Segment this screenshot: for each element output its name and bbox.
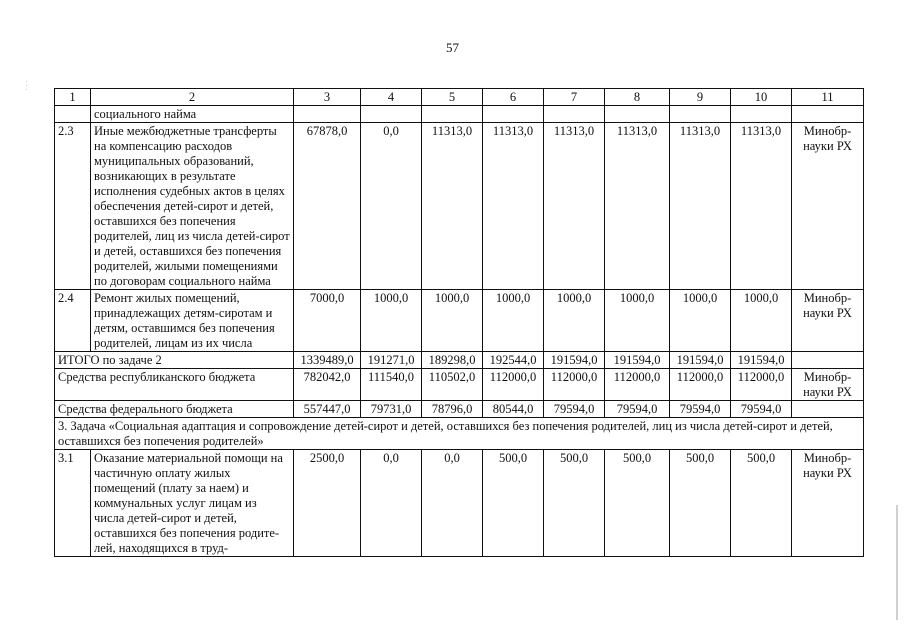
responsible-cell bbox=[792, 401, 864, 418]
value-cell: 191594,0 bbox=[605, 352, 670, 369]
header-cell: 11 bbox=[792, 89, 864, 106]
value-cell: 111540,0 bbox=[361, 369, 422, 401]
total-label: Средства республиканского бюджета bbox=[55, 369, 294, 401]
table-row bbox=[55, 450, 864, 557]
responsible-cell: Минобр-науки РХ bbox=[792, 369, 864, 401]
row-description: Иные межбюджетные трансферты на компенсацию расходов муниципальных образований, возникающих в результате исполнения судебных актов в целях обеспечения детей-сирот и детей, оставшихся без попечения родителей, лиц из числа детей-сирот и детей, оставшихся без попечения родителей, жилыми помещениями по договорам социального найма bbox=[91, 123, 294, 290]
value-cell bbox=[483, 106, 544, 123]
value-cell: 1000,0 bbox=[670, 290, 731, 352]
value-cell: 191594,0 bbox=[670, 352, 731, 369]
value-cell: 79594,0 bbox=[544, 401, 605, 418]
value-cell: 1000,0 bbox=[605, 290, 670, 352]
header-cell: 4 bbox=[361, 89, 422, 106]
responsible-cell bbox=[792, 106, 864, 123]
value-cell: 7000,0 bbox=[294, 290, 361, 352]
value-cell: 500,0 bbox=[731, 450, 792, 557]
value-cell bbox=[294, 106, 361, 123]
value-cell: 500,0 bbox=[670, 450, 731, 557]
responsible-cell bbox=[792, 352, 864, 369]
budget-table bbox=[54, 88, 864, 557]
page-number: 57 bbox=[446, 40, 459, 55]
value-cell: 557447,0 bbox=[294, 401, 361, 418]
header-cell: 2 bbox=[91, 89, 294, 106]
responsible-cell: Минобр-науки РХ bbox=[792, 123, 864, 290]
table-row bbox=[55, 290, 864, 352]
table-row bbox=[55, 123, 864, 290]
value-cell: 112000,0 bbox=[544, 369, 605, 401]
value-cell: 500,0 bbox=[483, 450, 544, 557]
value-cell: 112000,0 bbox=[483, 369, 544, 401]
value-cell: 1000,0 bbox=[483, 290, 544, 352]
header-cell: 9 bbox=[670, 89, 731, 106]
header-cell: 3 bbox=[294, 89, 361, 106]
header-cell: 5 bbox=[422, 89, 483, 106]
value-cell: 112000,0 bbox=[731, 369, 792, 401]
value-cell: 79594,0 bbox=[670, 401, 731, 418]
value-cell: 11313,0 bbox=[731, 123, 792, 290]
value-cell bbox=[605, 106, 670, 123]
value-cell: 191271,0 bbox=[361, 352, 422, 369]
total-row bbox=[55, 401, 864, 418]
margin-scan-marks: · · · bbox=[22, 80, 30, 91]
value-cell bbox=[361, 106, 422, 123]
scan-edge-line bbox=[896, 505, 898, 620]
value-cell: 79731,0 bbox=[361, 401, 422, 418]
responsible-cell: Минобр-науки РХ bbox=[792, 450, 864, 557]
total-label: Средства федерального бюджета bbox=[55, 401, 294, 418]
table-row bbox=[55, 106, 864, 123]
value-cell: 80544,0 bbox=[483, 401, 544, 418]
value-cell: 67878,0 bbox=[294, 123, 361, 290]
value-cell: 11313,0 bbox=[422, 123, 483, 290]
header-row bbox=[55, 89, 864, 106]
value-cell: 79594,0 bbox=[605, 401, 670, 418]
task-heading: 3. Задача «Социальная адаптация и сопровождение детей-сирот и детей, оставшихся без попечения родителей, лиц из числа детей-сирот и детей, оставшихся без попечения родителей» bbox=[55, 418, 864, 450]
row-number: 2.3 bbox=[55, 123, 91, 290]
value-cell: 110502,0 bbox=[422, 369, 483, 401]
value-cell: 79594,0 bbox=[731, 401, 792, 418]
value-cell: 0,0 bbox=[361, 123, 422, 290]
value-cell bbox=[422, 106, 483, 123]
header-cell: 1 bbox=[55, 89, 91, 106]
value-cell: 2500,0 bbox=[294, 450, 361, 557]
responsible-cell: Минобр-науки РХ bbox=[792, 290, 864, 352]
header-cell: 7 bbox=[544, 89, 605, 106]
value-cell: 1000,0 bbox=[422, 290, 483, 352]
value-cell: 11313,0 bbox=[544, 123, 605, 290]
value-cell: 0,0 bbox=[361, 450, 422, 557]
row-description: Оказание материальной помощи на частичную оплату жилых помещений (плату за наем) и коммунальных услуг лицам из числа детей-сирот и детей, оставшихся без попечения родите-лей, находящихся в труд- bbox=[91, 450, 294, 557]
value-cell: 191594,0 bbox=[731, 352, 792, 369]
value-cell: 112000,0 bbox=[670, 369, 731, 401]
value-cell: 1000,0 bbox=[731, 290, 792, 352]
row-description: социального найма bbox=[91, 106, 294, 123]
value-cell: 112000,0 bbox=[605, 369, 670, 401]
total-label: ИТОГО по задаче 2 bbox=[55, 352, 294, 369]
value-cell: 11313,0 bbox=[483, 123, 544, 290]
value-cell bbox=[544, 106, 605, 123]
value-cell bbox=[670, 106, 731, 123]
row-number: 3.1 bbox=[55, 450, 91, 557]
value-cell: 189298,0 bbox=[422, 352, 483, 369]
value-cell: 11313,0 bbox=[670, 123, 731, 290]
value-cell: 1339489,0 bbox=[294, 352, 361, 369]
value-cell: 191594,0 bbox=[544, 352, 605, 369]
value-cell: 78796,0 bbox=[422, 401, 483, 418]
value-cell: 782042,0 bbox=[294, 369, 361, 401]
header-cell: 8 bbox=[605, 89, 670, 106]
value-cell: 1000,0 bbox=[544, 290, 605, 352]
header-cell: 6 bbox=[483, 89, 544, 106]
value-cell: 500,0 bbox=[605, 450, 670, 557]
row-number: 2.4 bbox=[55, 290, 91, 352]
value-cell: 1000,0 bbox=[361, 290, 422, 352]
value-cell: 11313,0 bbox=[605, 123, 670, 290]
total-row bbox=[55, 369, 864, 401]
value-cell: 0,0 bbox=[422, 450, 483, 557]
value-cell bbox=[731, 106, 792, 123]
row-description: Ремонт жилых помещений, принадлежащих детям-сиротам и детям, оставшимся без попечения родителей, лицам из их числа bbox=[91, 290, 294, 352]
value-cell: 500,0 bbox=[544, 450, 605, 557]
total-row bbox=[55, 352, 864, 369]
task-heading-row bbox=[55, 418, 864, 450]
header-cell: 10 bbox=[731, 89, 792, 106]
row-number bbox=[55, 106, 91, 123]
value-cell: 192544,0 bbox=[483, 352, 544, 369]
